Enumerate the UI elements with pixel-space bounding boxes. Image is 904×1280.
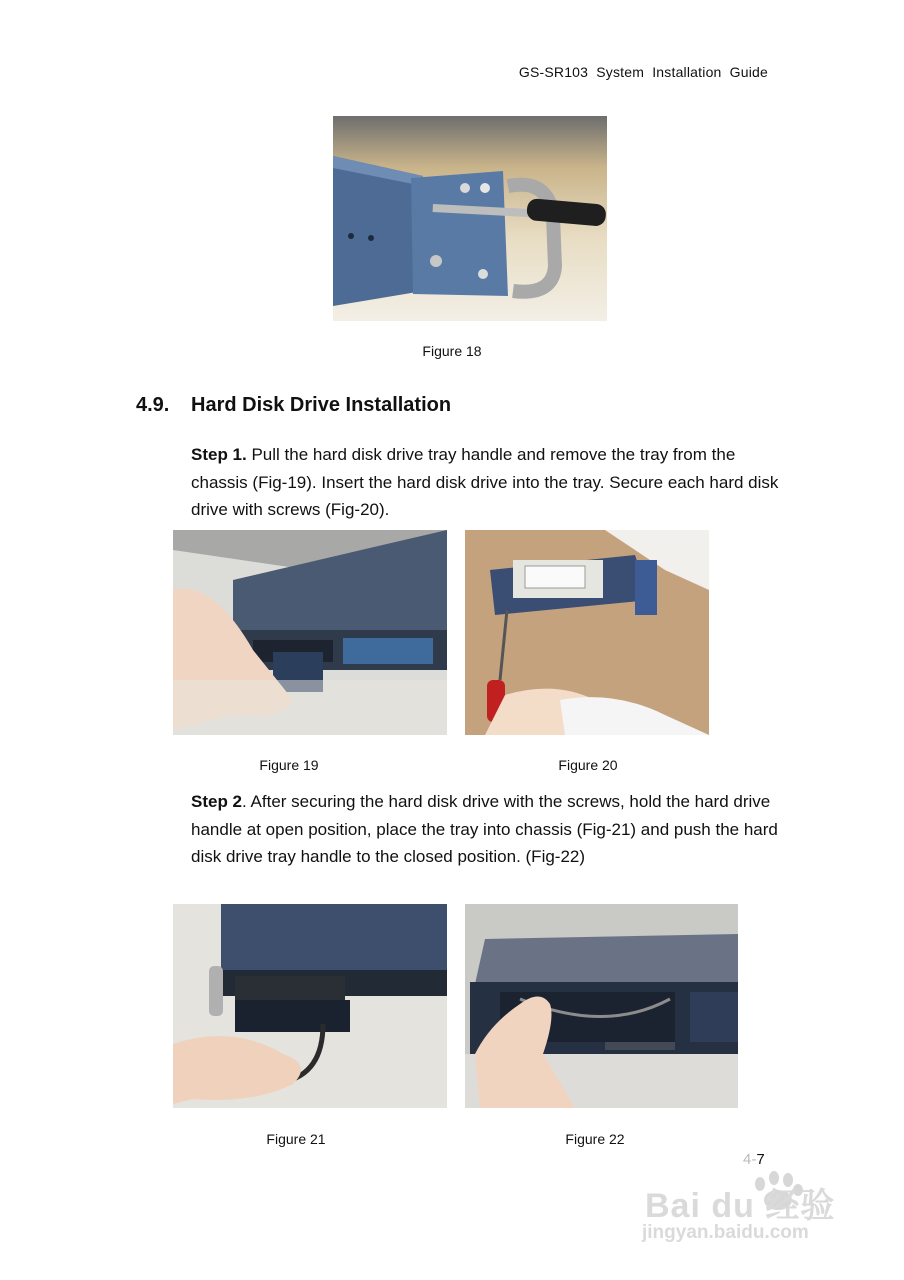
figure-20-caption: Figure 20 [558,757,618,773]
figure-19-caption: Figure 19 [259,757,319,773]
page-number [743,1151,765,1168]
figure-20-photo [465,530,709,735]
watermark-brand: Bai du 经验 [645,1187,836,1225]
figure-18-caption: Figure 18 [422,343,482,359]
figure-22-photo [465,904,738,1108]
watermark-url: jingyan.baidu.com [642,1222,809,1243]
figure-18-photo [333,116,607,321]
section-heading [136,394,451,417]
figure-21-caption: Figure 21 [266,1131,326,1147]
step-2-text: . After securing the hard disk drive with the screws, hold the hard drive handle at open position, place the tray into chassis (Fig-21) and push the hard disk drive tray handle to the closed position. (Fig-22) [191,792,778,866]
figure-21-photo [173,904,447,1108]
step-2-label: Step 2 [191,792,243,811]
figure-19-photo [173,530,447,735]
step-1-label: Step 1. [191,445,247,464]
step-1-paragraph [191,441,781,524]
figure-22-caption: Figure 22 [565,1131,625,1147]
section-title: Hard Disk Drive Installation [191,394,452,416]
running-header: GS-SR103 System Installation Guide [518,64,768,80]
step-1-text: Pull the hard disk drive tray handle and remove the tray from the chassis (Fig-19). Insert the hard disk drive into the tray. Secure each hard disk drive with screws (Fig-20). [191,445,779,519]
page-prefix: 4- [743,1151,757,1168]
page-number-value: 7 [756,1151,765,1168]
section-number: 4.9. [136,394,170,416]
step-2-paragraph [191,788,781,871]
